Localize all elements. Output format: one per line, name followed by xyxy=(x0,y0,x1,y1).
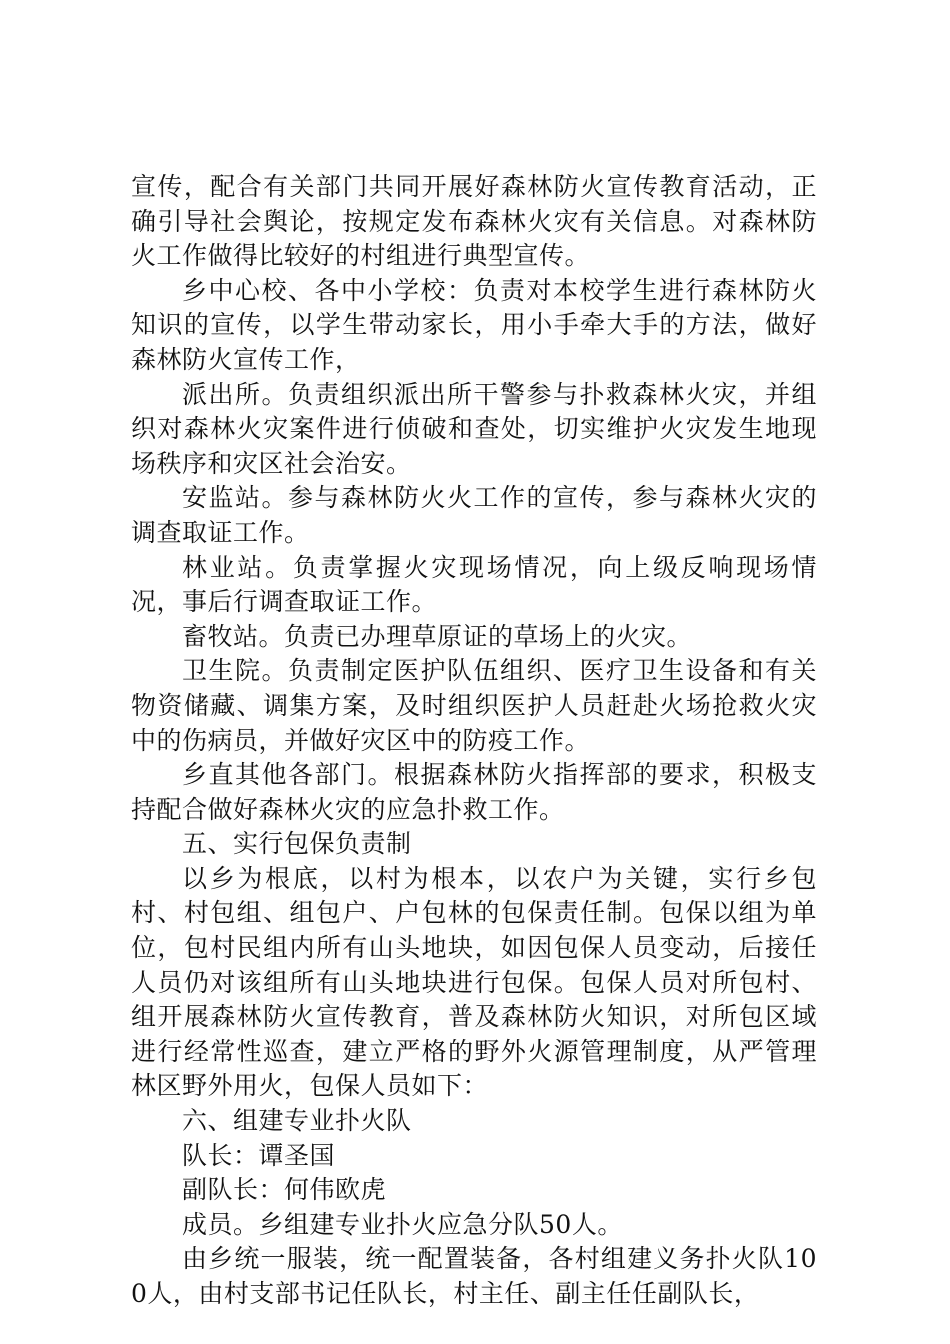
paragraph-forestry-station: 林业站。负责掌握火灾现场情况，向上级反响现场情况，事后行调查取证工作。 xyxy=(131,552,817,617)
paragraph-schools: 乡中心校、各中小学校：负责对本校学生进行森林防火知识的宣传，以学生带动家长，用小手牵大手的方法，做好森林防火宣传工作， xyxy=(131,275,817,374)
paragraph-health-center: 卫生院。负责制定医护队伍组织、医疗卫生设备和有关物资储藏、调集方案，及时组织医护人员赶赴火场抢救火灾中的伤病员，并做好灾区中的防疫工作。 xyxy=(131,656,817,755)
paragraph-team-leader: 队长：谭圣国 xyxy=(182,1140,336,1170)
paragraph-safety-station: 安监站。参与森林防火火工作的宣传，参与森林火灾的调查取证工作。 xyxy=(131,483,817,547)
paragraph-police-station: 派出所。负责组织派出所干警参与扑救森林火灾，并组织对森林火灾案件进行侦破和查处，切实维护火灾发生地现场秩序和灾区社会治安。 xyxy=(131,379,817,478)
paragraph-deputy-leader: 副队长：何伟欧虎 xyxy=(182,1175,387,1205)
paragraph-other-departments: 乡直其他各部门。根据森林防火指挥部的要求，积极支持配合做好森林火灾的应急扑救工作。 xyxy=(131,760,817,824)
paragraph-village-teams: 由乡统一服装，统一配置装备，各村组建义务扑火队100人，由村支部书记任队长，村主任、副主任任副队长， xyxy=(131,1244,817,1308)
paragraph-members: 成员。乡组建专业扑火应急分队50人。 xyxy=(182,1209,623,1239)
paragraph-responsibility-system: 以乡为根底，以村为根本，以农户为关键，实行乡包村、村包组、组包户、户包林的包保责任制。包保以组为单位，包村民组内所有山头地块，如因包保人员变动，后接任人员仍对该组所有山头地块进行包保。包保人员对所包村、组开展森林防火宣传教育，普及森林防火知识，对所包区域进行经常性巡查，建立严格的野外火源管理制度，从严管理林区野外用火，包保人员如下： xyxy=(131,863,817,1101)
document-body xyxy=(131,170,817,1312)
paragraph-publicity-continued: 宣传，配合有关部门共同开展好森林防火宣传教育活动，正确引导社会舆论，按规定发布森林火灾有关信息。对森林防火工作做得比较好的村组进行典型宣传。 xyxy=(131,172,817,271)
paragraph-livestock-station: 畜牧站。负责已办理草原证的草场上的火灾。 xyxy=(182,621,693,651)
section-heading-6: 六、组建专业扑火队 xyxy=(182,1106,412,1136)
section-heading-5: 五、实行包保负责制 xyxy=(182,829,412,859)
